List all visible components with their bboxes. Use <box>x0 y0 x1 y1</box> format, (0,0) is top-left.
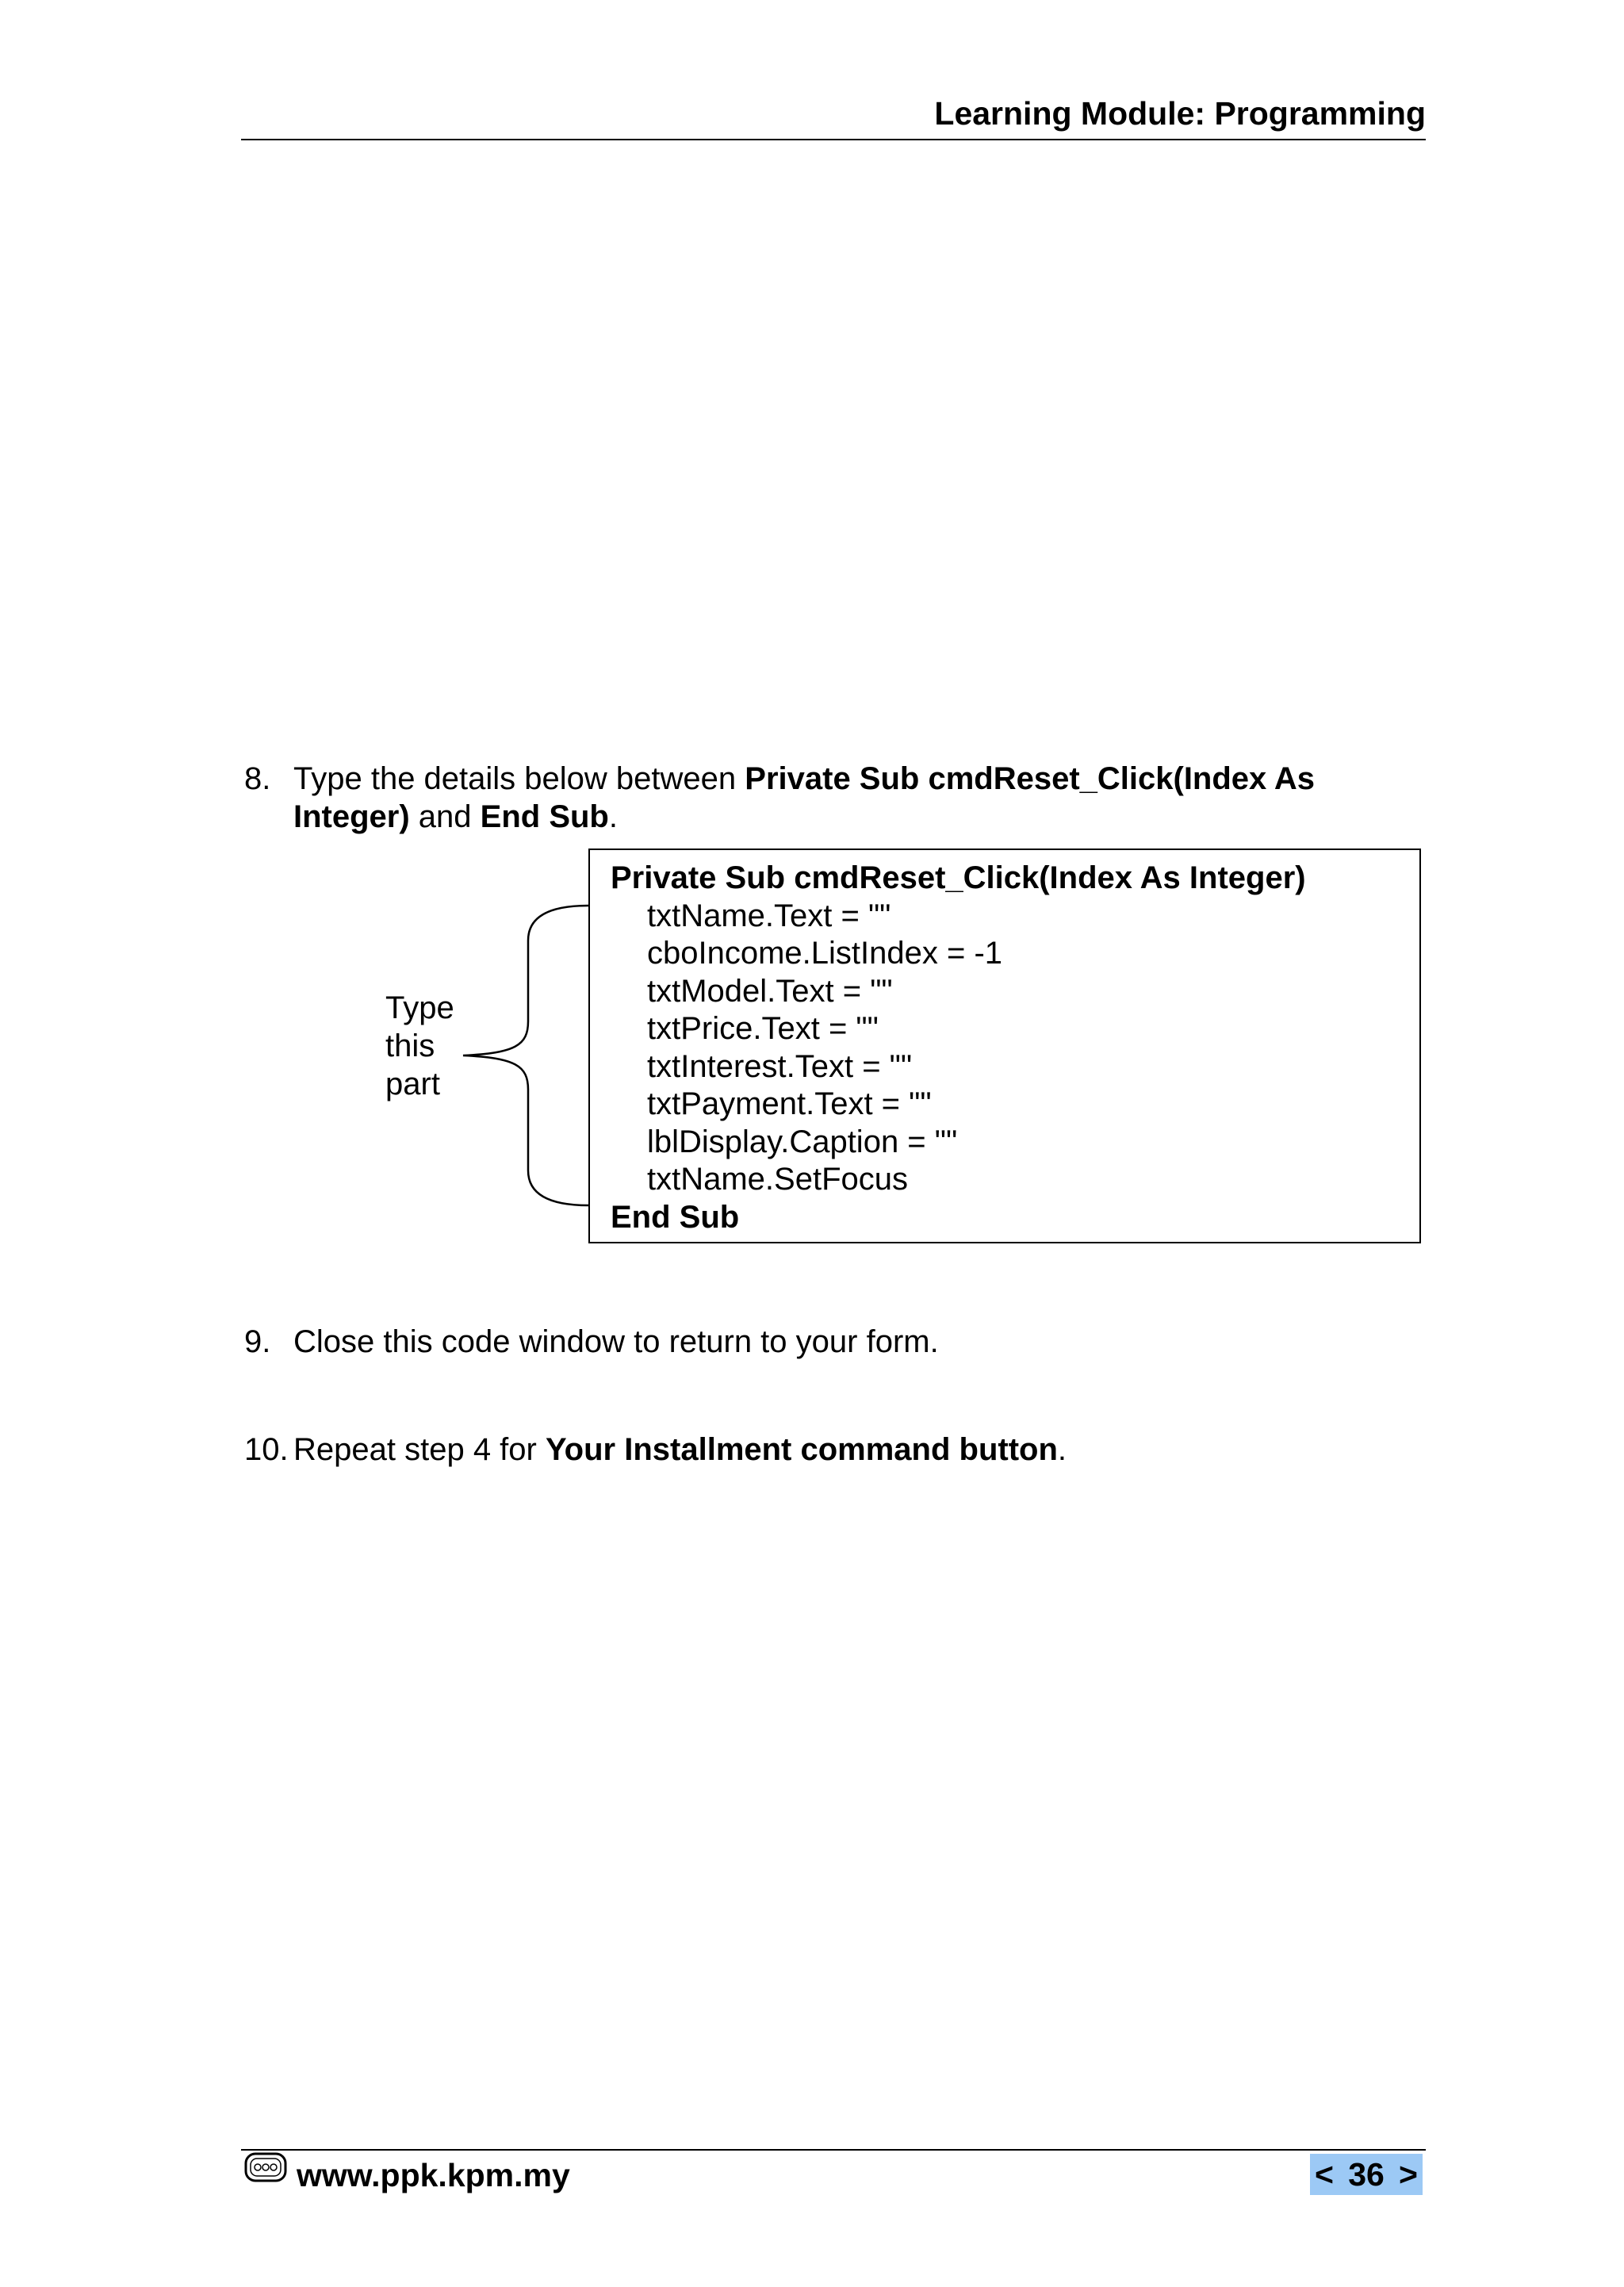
callout-label <box>385 989 454 1103</box>
callout-line: this <box>385 1029 435 1063</box>
code-line: txtPrice.Text = "" <box>647 1011 879 1046</box>
step-text-bold: Your Installment command button <box>545 1432 1058 1467</box>
step-text-segment: . <box>608 799 618 834</box>
step-text-bold: Private Sub cmdReset_Click(Index As <box>745 761 1316 796</box>
step-text-bold: End Sub <box>480 799 609 834</box>
previous-page-button[interactable]: < <box>1315 2155 1334 2193</box>
next-page-button[interactable]: > <box>1399 2155 1418 2193</box>
page-number: 36 <box>1348 2155 1385 2193</box>
code-footer-line: End Sub <box>611 1199 740 1235</box>
footer-website-link[interactable]: www.ppk.kpm.my <box>297 2157 570 2193</box>
callout-line: part <box>385 1067 440 1101</box>
code-line: txtInterest.Text = "" <box>647 1048 913 1084</box>
ppk-logo-icon <box>243 2151 291 2189</box>
code-line: txtPayment.Text = "" <box>647 1086 932 1121</box>
step-number: 9. <box>244 1324 271 1359</box>
code-line: cboIncome.ListIndex = -1 <box>647 936 1003 971</box>
step-number: 10. <box>244 1432 289 1467</box>
step-text-segment: Type the details below between <box>293 761 745 796</box>
step-text-segment: and <box>409 799 481 834</box>
curly-brace-icon <box>460 902 592 1209</box>
code-header-line: Private Sub cmdReset_Click(Index As Integer) <box>611 860 1306 895</box>
step-text: Close this code window to return to your form. <box>293 1324 939 1359</box>
code-line: txtModel.Text = "" <box>647 973 893 1009</box>
step-text <box>293 1431 1388 1469</box>
header-divider <box>241 139 1426 140</box>
code-line: lblDisplay.Caption = "" <box>647 1124 958 1159</box>
step-text-bold: Integer) <box>293 799 410 834</box>
step-text <box>293 760 1388 836</box>
code-line: txtName.Text = "" <box>647 898 891 933</box>
page-header-title: Learning Module: Programming <box>934 95 1426 132</box>
code-line: txtName.SetFocus <box>647 1162 909 1197</box>
step-number: 8. <box>244 761 271 796</box>
footer-divider <box>241 2149 1426 2151</box>
step-text-segment: Repeat step 4 for <box>293 1432 546 1467</box>
code-block <box>588 849 1421 1243</box>
callout-line: Type <box>385 990 454 1025</box>
page-navigation <box>1310 2154 1423 2195</box>
step-text-segment: . <box>1057 1432 1067 1467</box>
